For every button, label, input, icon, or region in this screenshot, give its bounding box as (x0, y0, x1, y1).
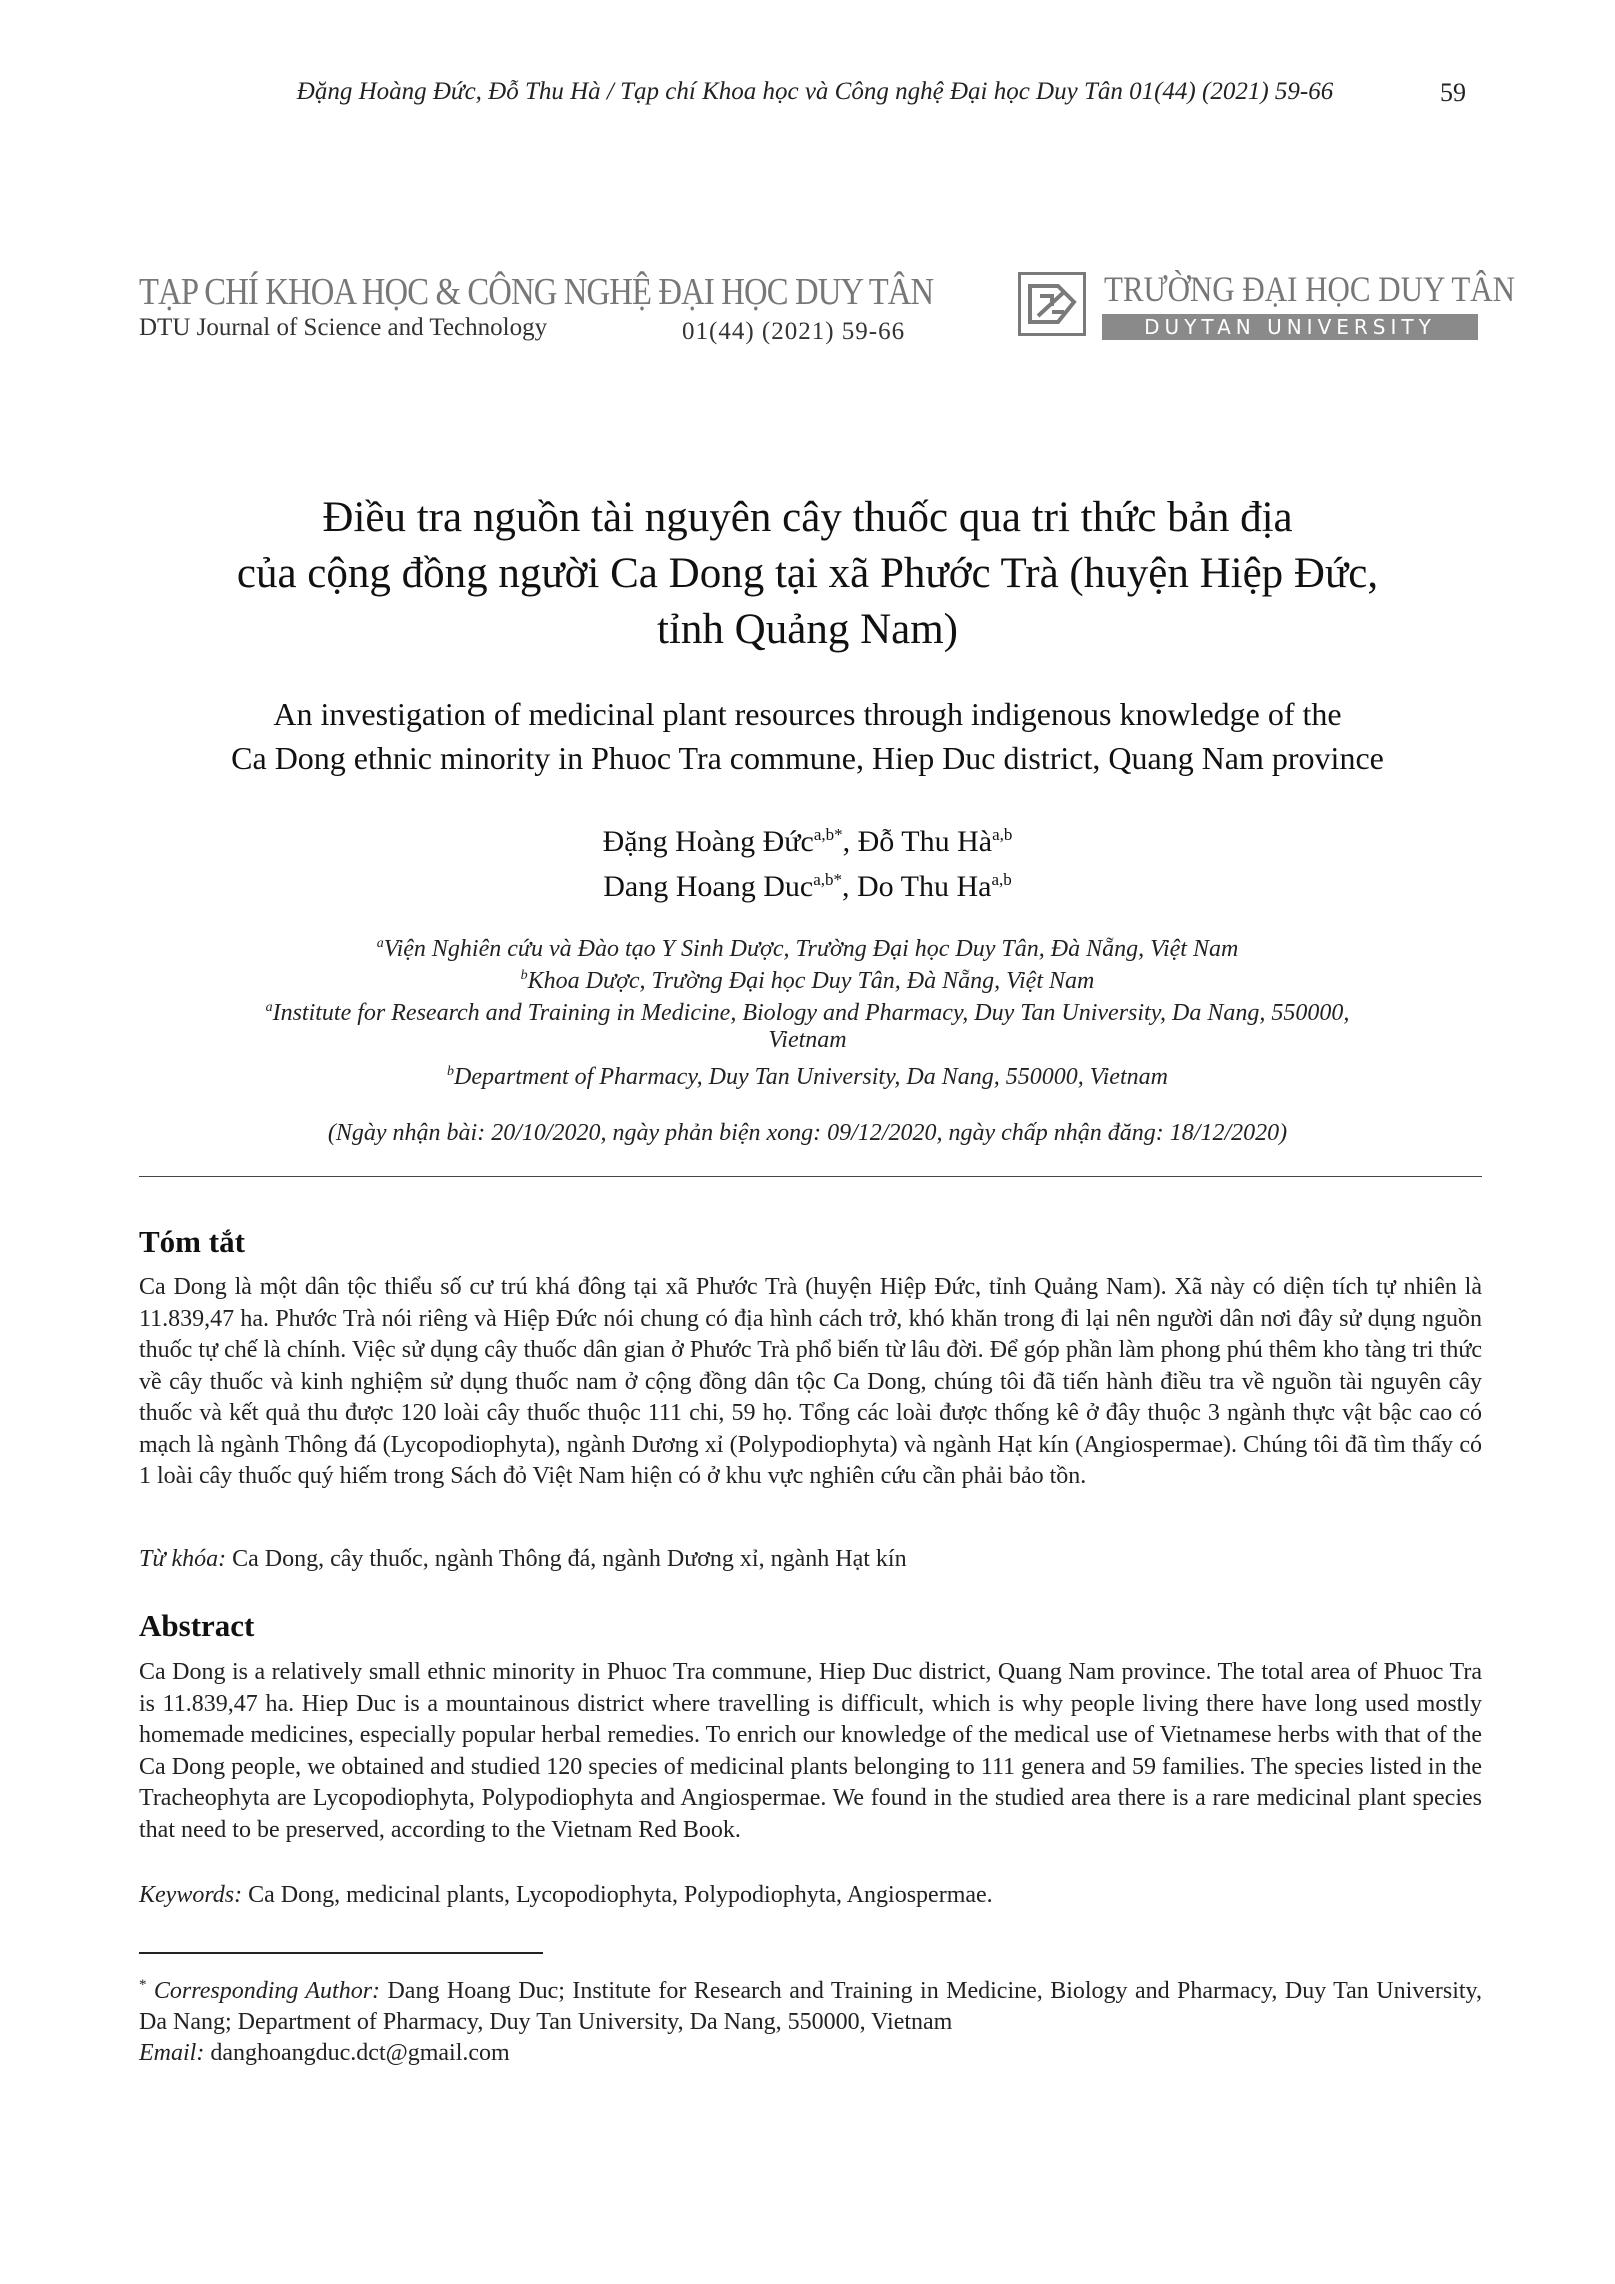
journal-name-en: DTU Journal of Science and Technology (139, 314, 548, 341)
summary-heading: Tóm tắt (139, 1224, 245, 1259)
journal-issue: 01(44) (2021) 59-66 (682, 318, 906, 345)
author-name: Đỗ Thu Hà (857, 825, 993, 858)
title-vn (130, 490, 1485, 658)
university-name-en: DUYTAN UNIVERSITY (1102, 314, 1478, 340)
author-name: Đặng Hoàng Đức (602, 825, 814, 858)
author-affil-mark: a,b (991, 870, 1012, 889)
footnote-mark: * (139, 1977, 147, 1993)
author-name: Dang Hoang Duc (603, 870, 814, 903)
article-dates: (Ngày nhận bài: 20/10/2020, ngày phản biện xong: 09/12/2020, ngày chấp nhận đăng: 18/12/2020) (327, 1120, 1288, 1146)
affiliation-mark: a (376, 936, 384, 951)
running-head: Đặng Hoàng Đức, Đỗ Thu Hà / Tạp chí Khoa học và Công nghệ Đại học Duy Tân 01(44) (2021) 59-66 (296, 78, 1334, 105)
divider (139, 1176, 1482, 1177)
abstract-body: Ca Dong is a relatively small ethnic minority in Phuoc Tra commune, Hiep Duc district, Quang Nam province. The total area of Phuoc Tra is 11.839,47 ha. Hiep Duc is a mountainous district where travelling is difficult, which is why people living there have long used mostly homemade medicines, especially popular herbal remedies. To enrich our knowledge of the medical use of Vietnamese herbs with that of the Ca Dong people, we obtained and studied 120 species of medicinal plants belonging to 111 genera and 59 families. The species listed in the Tracheophyta are Lycopodiophyta, Polypodiophyta and Angiospermae. We found in the studied area there is a rare medicinal plant species that need to be preserved, according to the Vietnam Red Book. (139, 1659, 1482, 1843)
duy-tan-university-logo-icon (1018, 272, 1086, 336)
keywords-text: Ca Dong, cây thuốc, ngành Thông đá, ngành Dương xỉ, ngành Hạt kín (232, 1546, 907, 1572)
affiliation-text: Vietnam (768, 1027, 847, 1053)
author-list (130, 816, 1485, 906)
keywords-text: Ca Dong, medicinal plants, Lycopodiophyta, Polypodiophyta, Angiospermae. (248, 1882, 993, 1908)
author-affil-mark: a,b* (813, 870, 842, 889)
affiliation-text: Institute for Research and Training in Medicine, Biology and Pharmacy, Duy Tan University, Da Nang, 550000, (272, 1000, 1350, 1026)
title-vn-line: của cộng đồng người Ca Dong tại xã Phước Trà (huyện Hiệp Đức, (236, 550, 1379, 597)
footnote-text: Dang Hoang Duc; Institute for Research and Training in Medicine, Biology and Pharmacy, Duy Tan University, Da Nang; Department of Pharmacy, Duy Tan University, Da Nang, 550000, Vietnam (139, 1978, 1482, 2035)
affiliation (130, 1056, 1485, 1093)
footnote-label: Corresponding Author: (153, 1978, 381, 2004)
author-line-vn: Đặng Hoàng Đức$^{a,b*}$, Đỗ Thu Hà$^{a,b}$ (602, 825, 1013, 858)
summary-keywords (139, 1544, 1482, 1575)
keywords-label: Từ khóa: (139, 1546, 227, 1572)
university-name-vn: TRƯỜNG ĐẠI HỌC DUY TÂN (1104, 269, 1516, 309)
page-number: 59 (1440, 78, 1466, 107)
affiliation-text: Viện Nghiên cứu và Đào tạo Y Sinh Dược, Trường Đại học Duy Tân, Đà Nẵng, Việt Nam (383, 936, 1239, 962)
affiliation-mark: a (265, 1000, 273, 1015)
title-vn-line: tỉnh Quảng Nam) (657, 606, 958, 653)
affiliation-mark: b (447, 1064, 455, 1079)
title-en-line: An investigation of medicinal plant resources through indigenous knowledge of the (273, 696, 1342, 732)
author-name: Do Thu Ha (857, 870, 992, 903)
affiliation (130, 1024, 1485, 1056)
author-line-en: Dang Hoang Duc$^{a,b*}$, Do Thu Ha$^{a,b}$ (603, 870, 1012, 903)
footnote-rule (139, 1952, 543, 1954)
affiliation-text: Department of Pharmacy, Duy Tan University, Da Nang, 550000, Vietnam (454, 1064, 1168, 1090)
title-en-line: Ca Dong ethnic minority in Phuoc Tra commune, Hiep Duc district, Quang Nam province (231, 740, 1384, 776)
corresponding-author-footnote (139, 1970, 1482, 2069)
title-vn-line: Điều tra nguồn tài nguyên cây thuốc qua tri thức bản địa (322, 494, 1293, 541)
author-affil-mark: a,b* (813, 825, 843, 844)
abstract-keywords (139, 1880, 1482, 1911)
title-en (130, 692, 1485, 780)
keywords-label: Keywords: (139, 1882, 243, 1908)
email-label: Email: (139, 2040, 205, 2066)
email-address[interactable]: danghoangduc.dct@gmail.com (210, 2040, 510, 2066)
summary-body: Ca Dong là một dân tộc thiểu số cư trú khá đông tại xã Phước Trà (huyện Hiệp Đức, tỉnh Quảng Nam). Xã này có diện tích tự nhiên là 11.839,47 ha. Phước Trà nói riêng và Hiệp Đức nói chung có địa hình cách trở, khó khăn trong đi lại nên người dân nơi đây sử dụng nguồn thuốc tự chế là chính. Việc sử dụng cây thuốc dân gian ở Phước Trà phổ biến từ lâu đời. Để góp phần làm phong phú thêm kho tàng tri thức về cây thuốc và kinh nghiệm sử dụng thuốc nam ở cộng đồng dân tộc Ca Dong, chúng tôi đã tiến hành điều tra về nguồn tài nguyên cây thuốc và kết quả thu được 120 loài cây thuốc thuộc 111 chi, 59 họ. Tổng các loài được thống kê ở đây thuộc 3 ngành thực vật bậc cao có mạch là ngành Thông đá (Lycopodiophyta), ngành Dương xỉ (Polypodiophyta) và ngành Hạt kín (Angiospermae). Chúng tôi đã tìm thấy có 1 loài cây thuốc quý hiếm trong Sách đỏ Việt Nam hiện có ở khu vực nghiên cứu cần phải bảo tồn. (139, 1274, 1482, 1489)
author-affil-mark: a,b (992, 825, 1013, 844)
affiliation-text: Khoa Dược, Trường Đại học Duy Tân, Đà Nẵng, Việt Nam (527, 968, 1095, 994)
journal-name-vn: TẠP CHÍ KHOA HỌC & CÔNG NGHỆ ĐẠI HỌC DUY TÂN (139, 271, 934, 313)
affiliation-mark: b (520, 968, 528, 983)
abstract-heading: Abstract (139, 1608, 255, 1643)
